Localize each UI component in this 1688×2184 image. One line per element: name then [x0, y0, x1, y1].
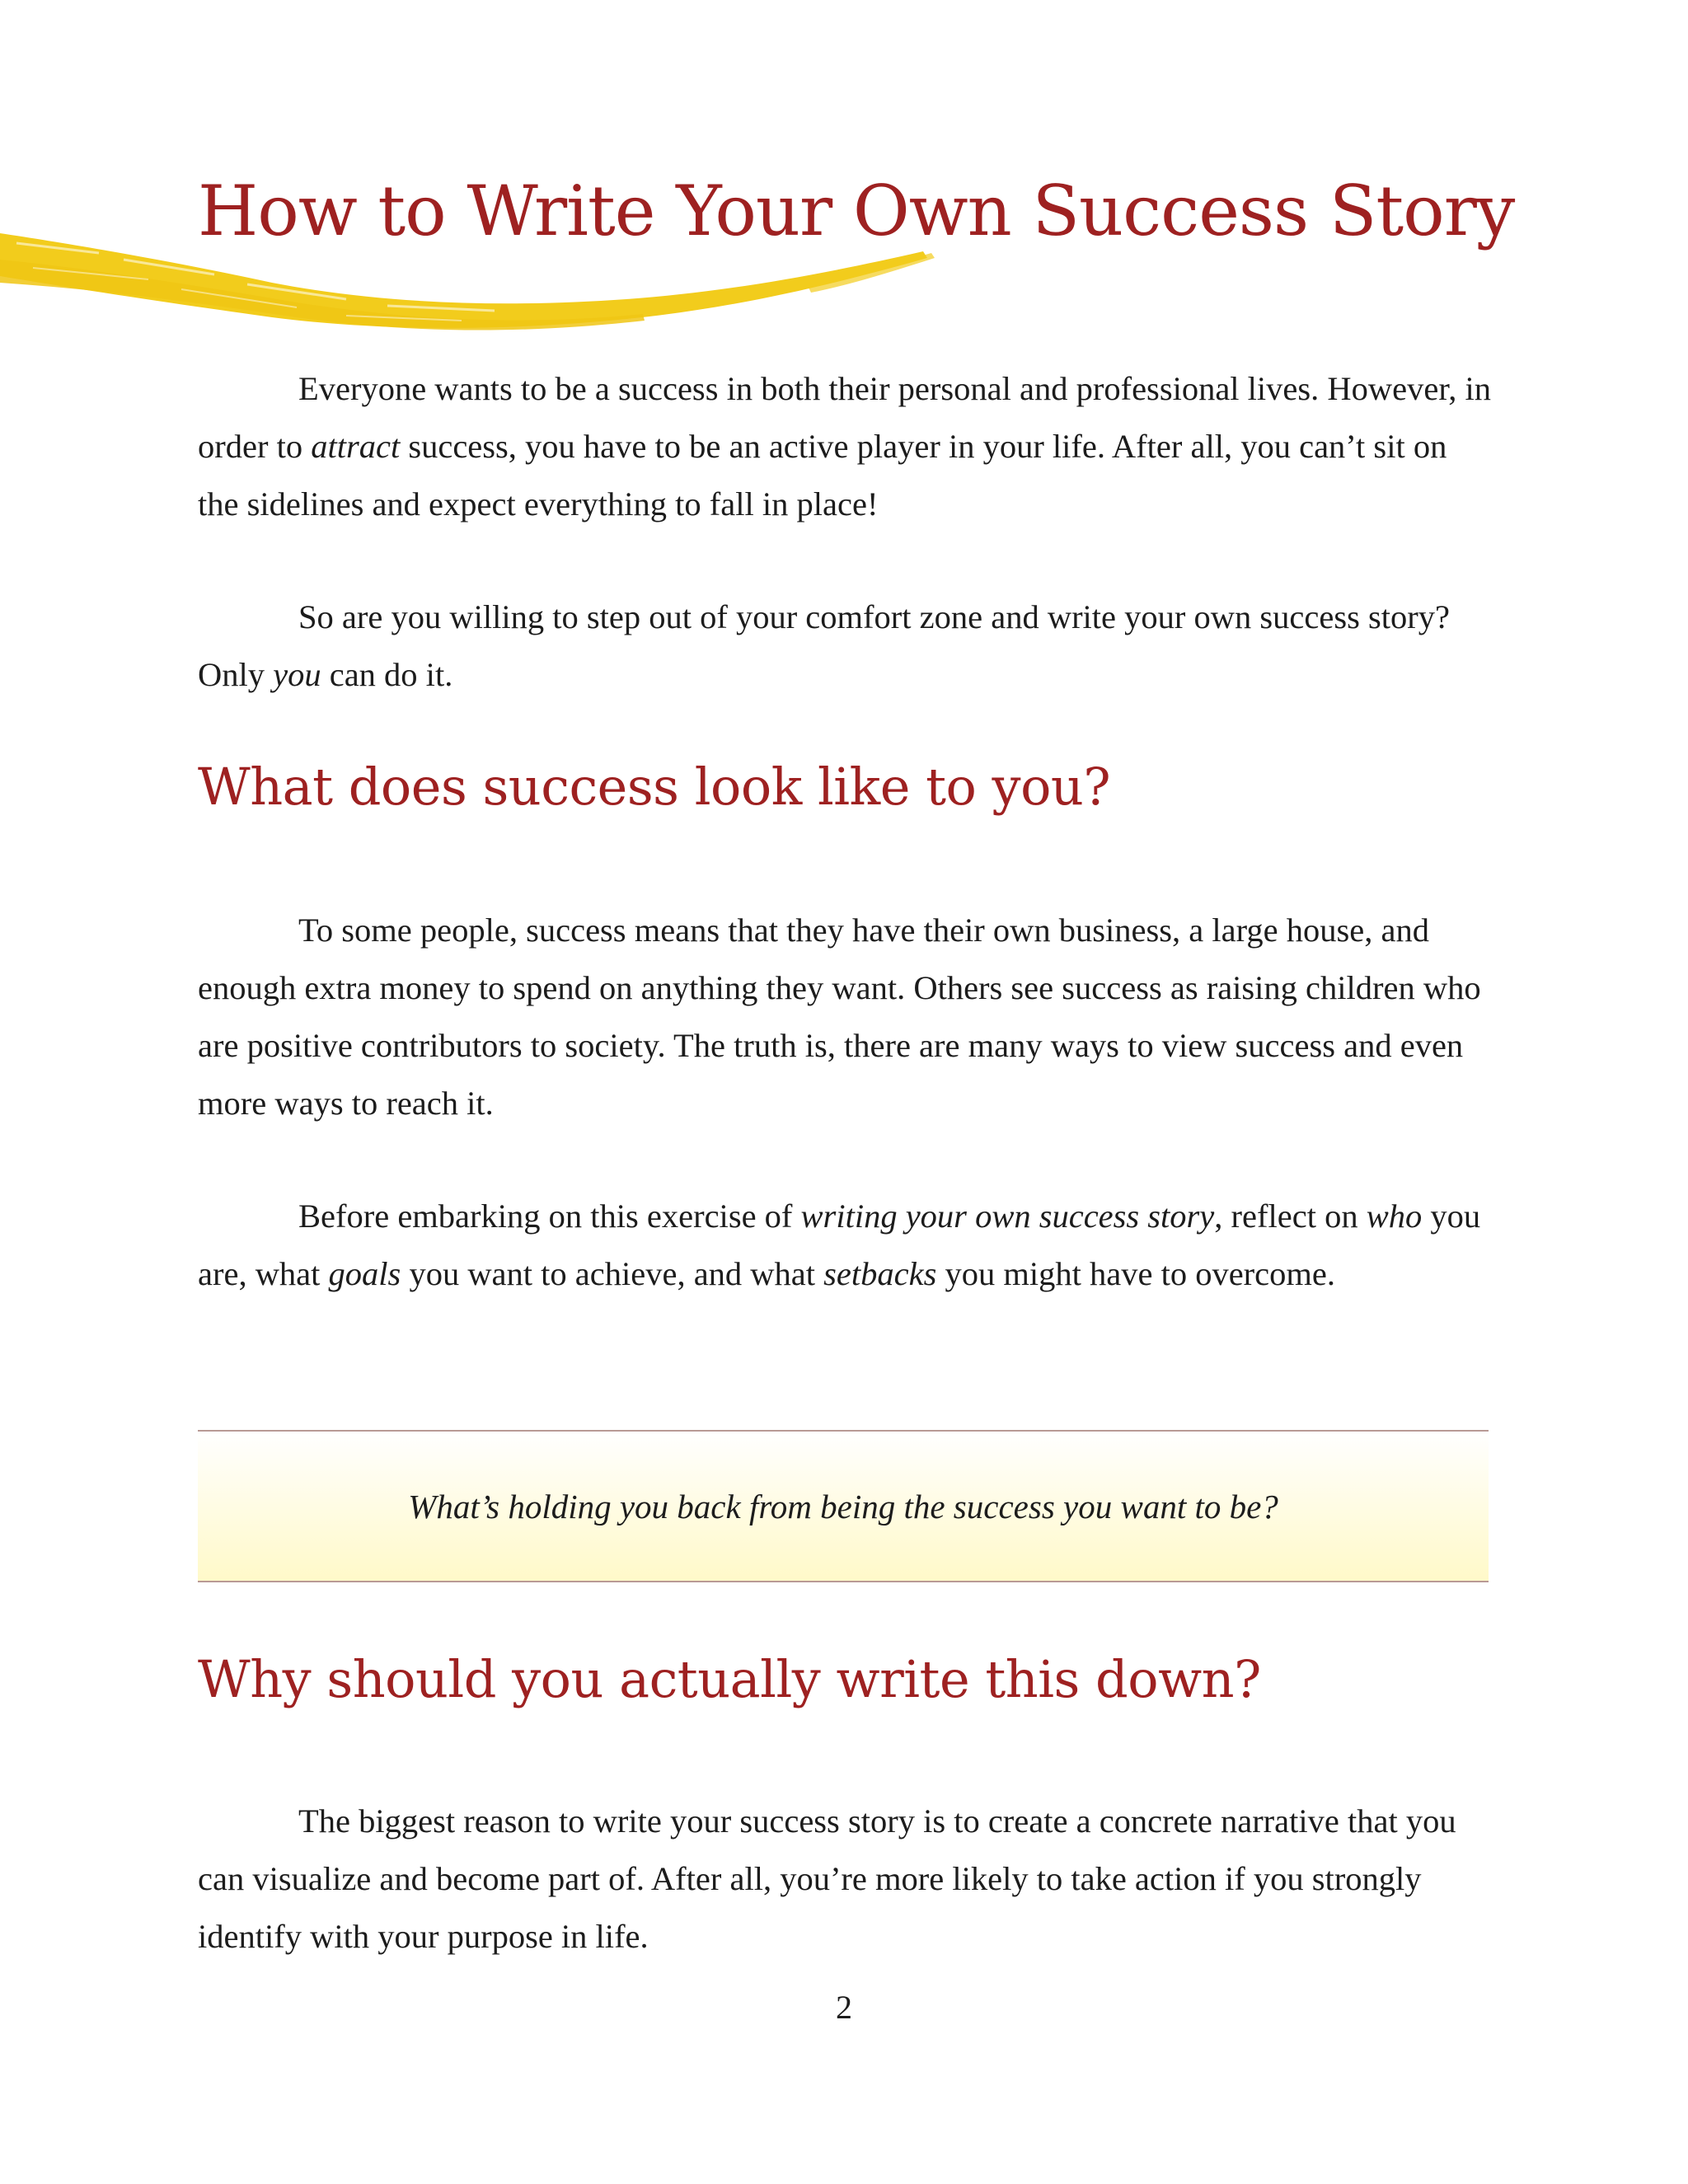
text-run: Before embarking on this exercise of — [298, 1197, 801, 1235]
italic-text: setbacks — [823, 1255, 937, 1292]
section1-paragraph-1: To some people, success means that they have their own business, a large house, and enough extra money to spend on anything they want. Others see success as raising children who are positive contributors to society. The truth is, there are many ways to view success and even more ways to reach it. — [198, 912, 1481, 1122]
text-run: , reflect on — [1214, 1197, 1367, 1235]
italic-text: goals — [328, 1255, 401, 1292]
text-run: you might have to overcome. — [936, 1255, 1335, 1292]
text-run: you want to achieve, and what — [401, 1255, 824, 1292]
callout-question: What’s holding you back from being the success you want to be? — [408, 1487, 1278, 1526]
text-run: you are, what — [198, 1197, 1481, 1292]
page-title: How to Write Your Own Success Story — [198, 171, 1515, 251]
page-number: 2 — [836, 1989, 852, 2026]
italic-text: writing your own success story — [800, 1197, 1215, 1235]
intro-paragraph-1 — [198, 360, 1492, 533]
intro-paragraph-2 — [198, 588, 1492, 704]
section2-paragraph-1: The biggest reason to write your success story is to create a concrete narrative that you can visualize and become part of. After all, you’re more likely to take action if you strongly identify with your purpose in life. — [198, 1802, 1456, 1955]
italic-text: attract — [311, 428, 401, 465]
text-run: success, you have to be an active player in your life. After all, you can’t sit on the sidelines and expect everything to fall in place! — [198, 428, 1447, 523]
section-heading-success: What does success look like to you? — [198, 757, 1111, 817]
italic-text: you — [273, 656, 321, 693]
text-run: So are you willing to step out of your comfort zone and write your own success story? Only — [198, 598, 1450, 693]
text-run: Everyone wants to be a success in both their personal and professional lives. However, in order to — [198, 370, 1491, 465]
section-heading-write-down: Why should you actually write this down? — [198, 1649, 1261, 1709]
text-run: can do it. — [321, 656, 453, 693]
section1-paragraph-2 — [198, 1188, 1492, 1303]
italic-text: who — [1366, 1197, 1423, 1235]
callout-box — [198, 1430, 1489, 1582]
